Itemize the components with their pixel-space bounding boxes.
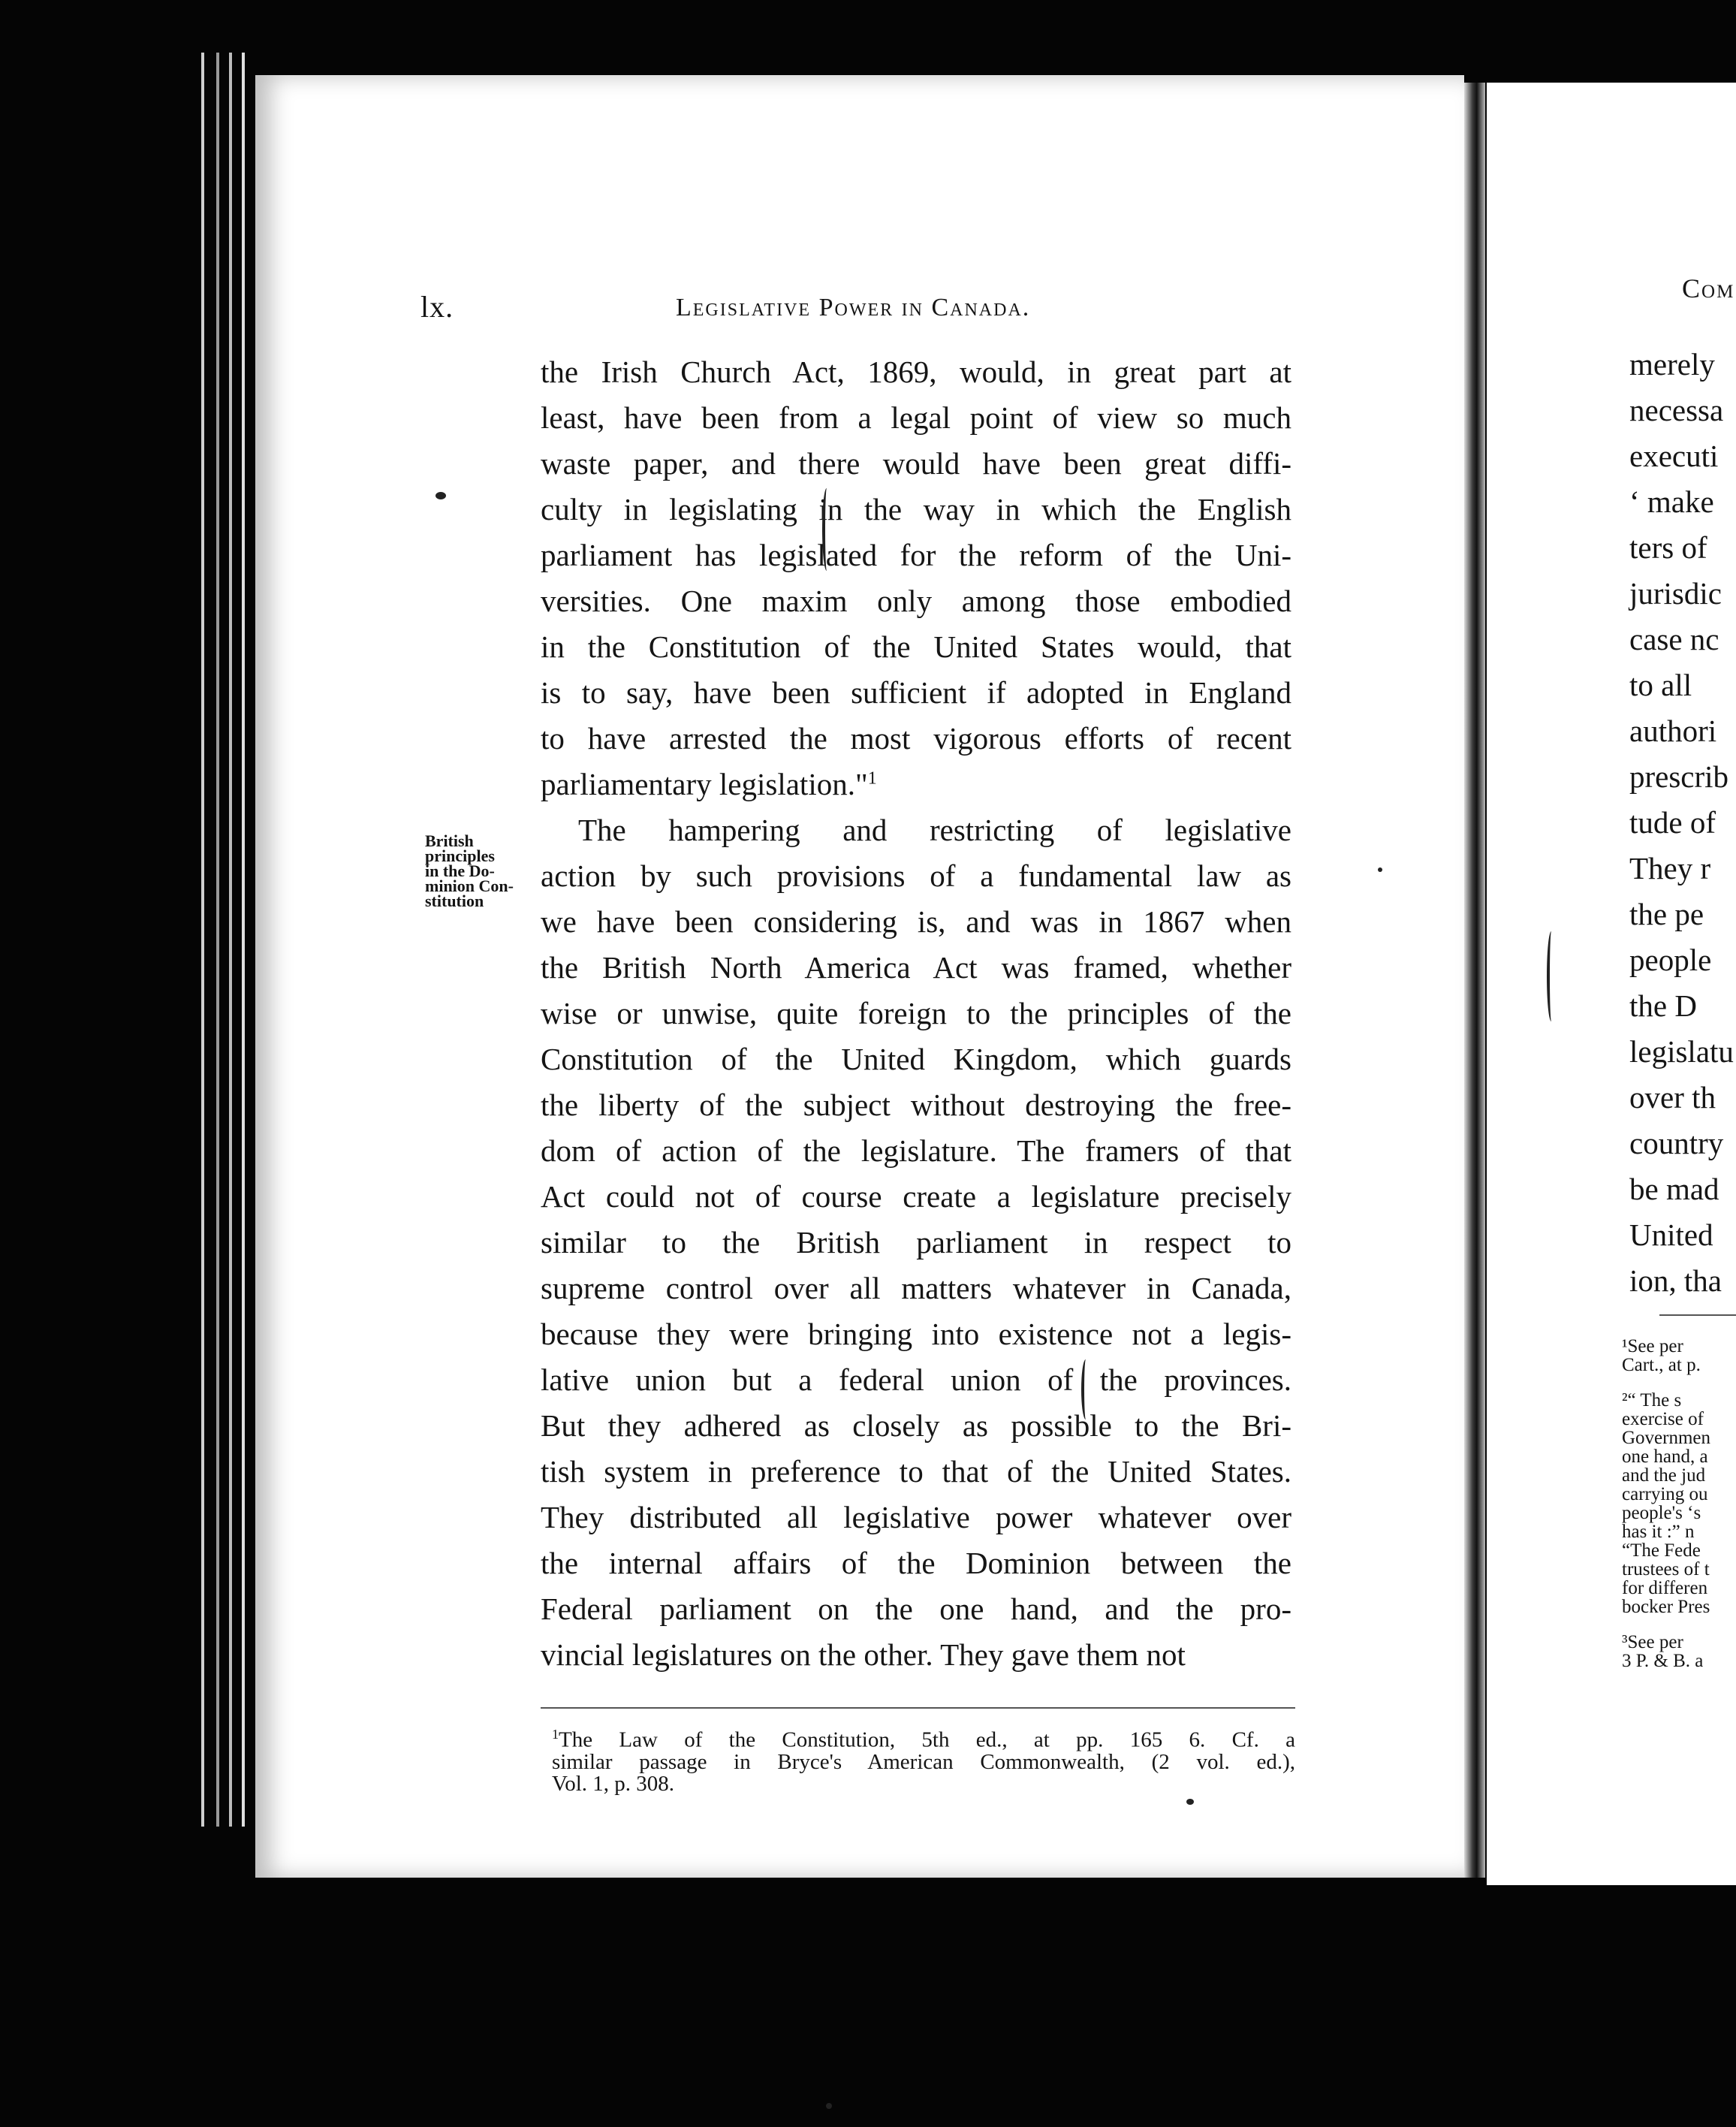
right-text-line: be mad (1629, 1172, 1719, 1206)
right-text-line: jurisdic (1629, 576, 1722, 611)
page-header (420, 289, 1284, 342)
text-line: supreme control over all matters whatever in Canada, (541, 1271, 1291, 1305)
pencil-mark (1547, 931, 1556, 1021)
right-text-line: United (1629, 1217, 1713, 1252)
right-text-line: necessa (1629, 393, 1724, 427)
text-line: wise or unwise, quite foreign to the principles of the (541, 996, 1291, 1030)
right-text-line: ‘ make (1629, 484, 1714, 519)
running-head: Legislative Power in Canada. (676, 294, 1031, 321)
text-line: They distributed all legislative power whatever over (541, 1500, 1291, 1534)
text-line: action by such provisions of a fundamental law as (541, 858, 1291, 893)
right-text-line: They r (1629, 851, 1711, 885)
pencil-mark (822, 488, 831, 571)
ink-speck (1378, 867, 1382, 872)
text-line: because they were bringing into existence not a legis- (541, 1317, 1291, 1351)
margin-note-line: principles (425, 846, 495, 865)
margin-note-line: in the Do- (425, 861, 495, 880)
right-footnote-line: Governmen (1622, 1428, 1711, 1448)
right-footnote-line: for differen (1622, 1578, 1708, 1598)
footnote (552, 1724, 1295, 1795)
text-line: versities. One maxim only among those embodied (541, 584, 1291, 618)
right-text-line: case nc (1629, 622, 1719, 656)
pencil-mark (1081, 1359, 1090, 1420)
margin-note-line: British (425, 831, 474, 850)
right-text-line: legislatu (1629, 1034, 1734, 1069)
footnote-text: The Law of the Constitution, 5th ed., at pp. 165 6. Cf. a (559, 1727, 1295, 1752)
margin-note-line: stitution (425, 892, 484, 910)
text-line: similar to the British parliament in respect to (541, 1225, 1291, 1260)
text-line: Act could not of course create a legislature precisely (541, 1179, 1291, 1214)
right-footnote-line (1622, 1616, 1710, 1633)
right-footnotes (1622, 1337, 1710, 1670)
text-line: dom of action of the legislature. The framers of that (541, 1133, 1291, 1168)
right-body-text (1629, 342, 1734, 1304)
footnote-text: similar passage in Bryce's American Commonwealth, (2 vol. ed.), (552, 1749, 1295, 1774)
right-page (1487, 83, 1736, 1885)
right-text-line: ion, tha (1629, 1263, 1722, 1298)
text-line: waste paper, and there would have been great diffi- (541, 446, 1291, 481)
text-line: the British North America Act was framed, whether (541, 950, 1291, 985)
text-line: Federal parliament on the one hand, and the pro- (541, 1591, 1291, 1626)
text-line: vincial legislatures on the other. They gave them not (541, 1637, 1186, 1672)
right-footnote-line: bocker Pres (1622, 1597, 1710, 1617)
right-text-line: the D (1629, 988, 1697, 1023)
text-line: Constitution of the United Kingdom, which guards (541, 1042, 1291, 1076)
right-text-line: prescrib (1629, 759, 1729, 794)
text-line: parliament has legislated for the reform of the Uni- (541, 538, 1291, 572)
book-gutter (1464, 83, 1485, 1878)
right-text-line: over th (1629, 1080, 1716, 1115)
text-line: the liberty of the subject without destroying the free- (541, 1088, 1291, 1122)
text-line: the internal affairs of the Dominion between the (541, 1546, 1291, 1580)
right-text-line: the pe (1629, 897, 1704, 931)
right-footnote-line: “The Fede (1622, 1540, 1701, 1561)
page-number: lx. (420, 290, 454, 324)
text-line: to have arrested the most vigorous efforts of recent (541, 721, 1291, 756)
text-line: parliamentary legislation."$^1$ (541, 767, 877, 801)
text-line: in the Constitution of the United States would, that (541, 629, 1291, 664)
text-line: least, have been from a legal point of view so much (541, 400, 1291, 435)
right-footnote-line: and the jud (1622, 1465, 1706, 1486)
right-text-line: ters of (1629, 530, 1707, 565)
text-line: lative union but a federal union of the provinces. (541, 1362, 1291, 1397)
book-edge (201, 53, 204, 1827)
right-text-line: executi (1629, 439, 1719, 473)
ink-speck (826, 2103, 832, 2109)
text-line: tish system in preference to that of the United States. (541, 1454, 1291, 1489)
text-line: culty in legislating in the way in which the English (541, 492, 1291, 526)
footnote-text: Vol. 1, p. 308. (552, 1771, 675, 1796)
footnote-marker: 1 (552, 1727, 559, 1742)
ink-speck (1186, 1799, 1194, 1805)
right-footnote-line: exercise of (1622, 1409, 1704, 1429)
right-footnote-line: ¹See per (1622, 1336, 1683, 1356)
right-footnote-line: 3 P. & B. a (1622, 1651, 1704, 1671)
text-line: is to say, have been sufficient if adopted in England (541, 675, 1291, 710)
margin-note (425, 831, 545, 910)
right-footnote-line: Cart., at p. (1622, 1355, 1701, 1375)
margin-note-line: minion Con- (425, 876, 514, 895)
text-line: we have been considering is, and was in 1867 when (541, 904, 1291, 939)
right-footnote-line: has it :” n (1622, 1522, 1695, 1542)
right-text-line: country (1629, 1126, 1724, 1160)
right-text-line: people (1629, 943, 1712, 977)
footnote-reference: 1 (867, 768, 877, 789)
book-edge (242, 53, 245, 1827)
footnote-rule (541, 1707, 1295, 1709)
ink-speck (436, 492, 446, 499)
right-footnote-line: one hand, a (1622, 1447, 1708, 1467)
right-text-line: tude of (1629, 805, 1716, 840)
right-footnote-rule (1659, 1314, 1736, 1316)
text-line: the Irish Church Act, 1869, would, in great part at (541, 354, 1291, 389)
body-text (541, 349, 1291, 1678)
right-footnote-line: carrying ou (1622, 1484, 1708, 1504)
footnote-line (552, 1751, 1295, 1773)
right-footnote-line: ³See per (1622, 1632, 1683, 1652)
book-edge (216, 53, 219, 1827)
text-line: But they adhered as closely as possible to the Bri- (541, 1408, 1291, 1443)
right-footnote-line: people's ‘s (1622, 1503, 1701, 1523)
right-running-head: Com (1682, 273, 1735, 303)
right-text-line: authori (1629, 714, 1717, 748)
footnote-line (552, 1724, 1295, 1751)
book-edge (229, 53, 232, 1827)
right-text-line: merely (1629, 347, 1715, 382)
right-footnote-line (1622, 1374, 1710, 1391)
right-footnote-line: ²“ The s (1622, 1390, 1682, 1410)
footnote-line (552, 1773, 1295, 1795)
right-footnote-line: trustees of t (1622, 1559, 1710, 1579)
text-line: The hampering and restricting of legislative (578, 813, 1291, 847)
right-text-line: to all (1629, 668, 1692, 702)
